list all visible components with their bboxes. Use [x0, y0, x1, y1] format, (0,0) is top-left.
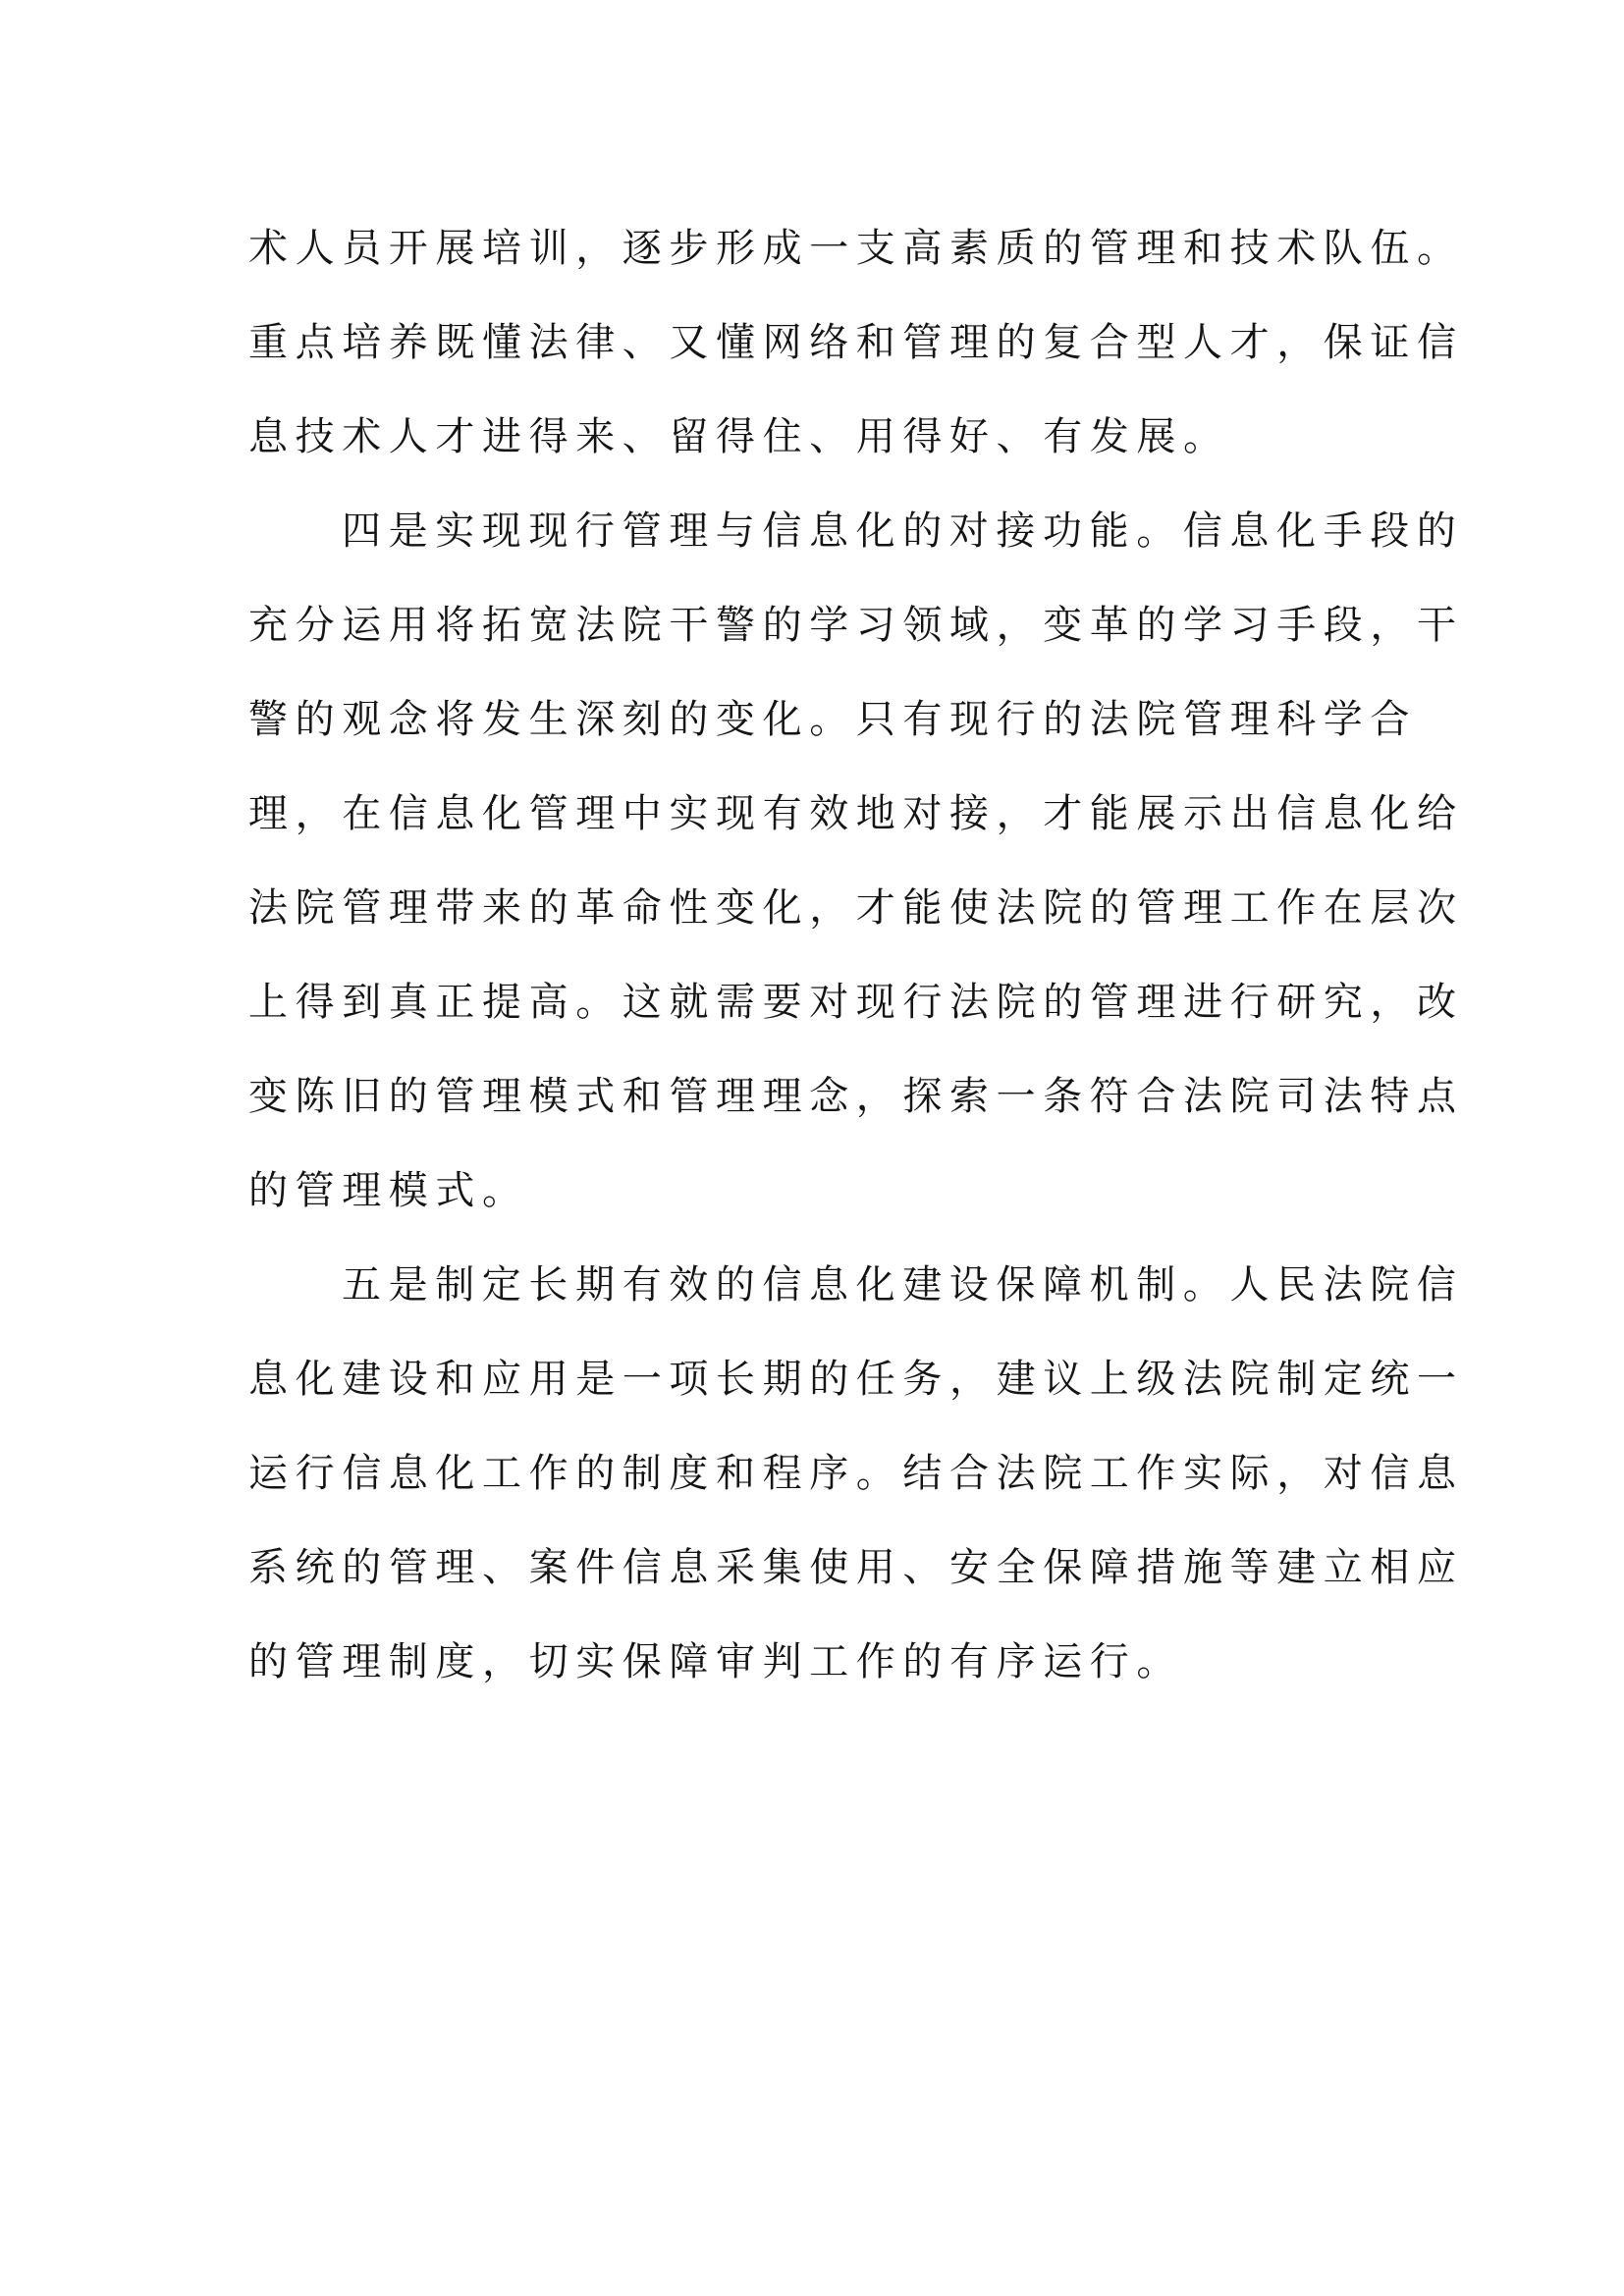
text-line: 理，在信息化管理中实现有效地对接，才能展示出信息化给 — [248, 791, 1464, 836]
paragraph-five-first-line: 五是制定长期有效的信息化建设保障机制。人民法院信 — [342, 1262, 1464, 1308]
text-line: 的管理模式。 — [248, 1168, 529, 1213]
text-line: 充分运用将拓宽法院干警的学习领域，变革的学习手段，干 — [248, 603, 1464, 648]
text-line: 重点培养既懂法律、又懂网络和管理的复合型人才，保证信 — [248, 320, 1464, 365]
text-line: 上得到真正提高。这就需要对现行法院的管理进行研究，改 — [248, 980, 1464, 1025]
text-line: 的管理制度，切实保障审判工作的有序运行。 — [248, 1639, 1183, 1684]
text-line: 息技术人才进得来、留得住、用得好、有发展。 — [248, 414, 1230, 459]
text-line: 变陈旧的管理模式和管理理念，探索一条符合法院司法特点 — [248, 1074, 1464, 1119]
paragraph-four-first-line: 四是实现现行管理与信息化的对接功能。信息化手段的 — [342, 508, 1464, 554]
text-line: 法院管理带来的革命性变化，才能使法院的管理工作在层次 — [248, 885, 1464, 931]
text-line: 警的观念将发生深刻的变化。只有现行的法院管理科学合 — [248, 697, 1417, 742]
body-text — [248, 201, 1464, 1709]
text-line: 术人员开展培训，逐步形成一支高素质的管理和技术队伍。 — [248, 226, 1464, 271]
text-line: 息化建设和应用是一项长期的任务，建议上级法院制定统一 — [248, 1357, 1464, 1402]
text-line: 系统的管理、案件信息采集使用、安全保障措施等建立相应 — [248, 1545, 1464, 1590]
text-line: 运行信息化工作的制度和程序。结合法院工作实际，对信息 — [248, 1451, 1464, 1496]
